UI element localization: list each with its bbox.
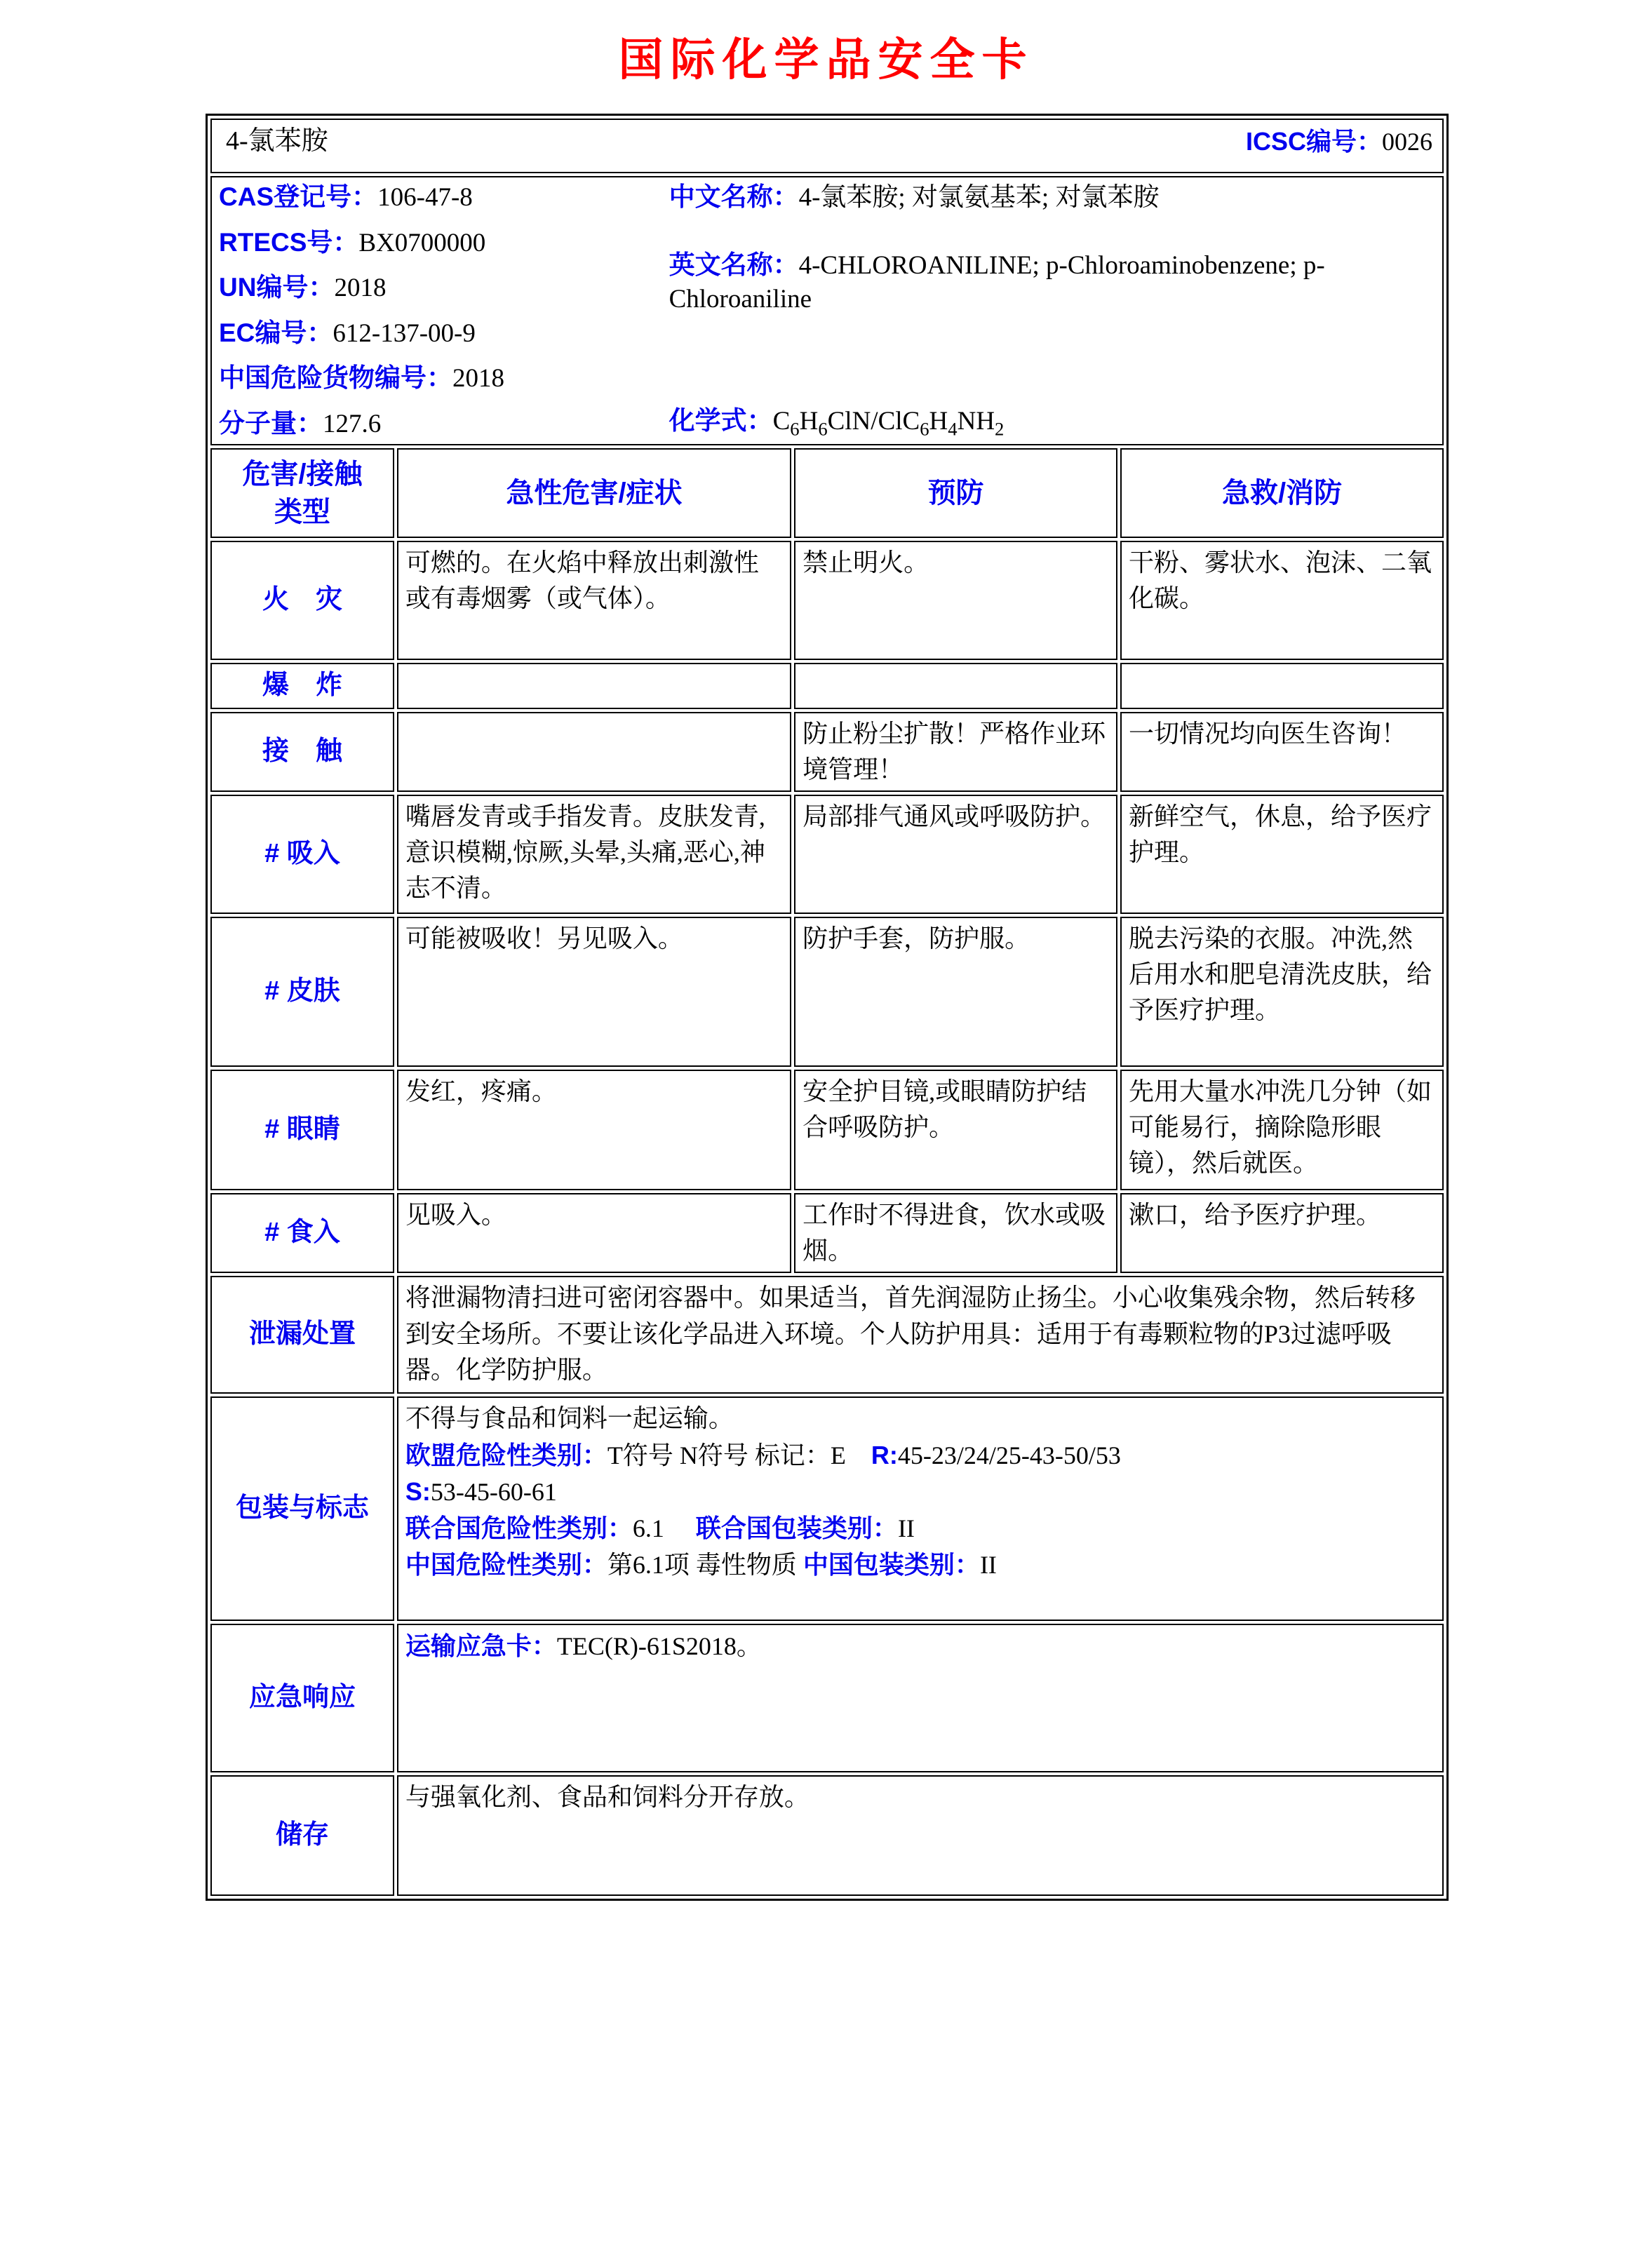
- fire-prevention: 禁止明火。: [794, 541, 1117, 660]
- explosion-label: 爆 炸: [210, 663, 394, 709]
- formula-value: $C_6H_6ClN/ClC_6H_4NH_2$: [772, 406, 1005, 440]
- un-number-line: [219, 271, 669, 305]
- china-dg-number-value: 2018: [452, 364, 504, 393]
- skin-prevention: 防护手套，防护服。: [794, 917, 1117, 1067]
- eyes-symptoms: 发红，疼痛。: [397, 1070, 791, 1190]
- storage-content: 与强氧化剂、食品和饲料分开存放。: [397, 1775, 1444, 1896]
- page-title: 国际化学品安全卡: [618, 35, 1034, 85]
- english-name-line: [669, 248, 1435, 316]
- packaging-content: 不得与食品和饲料一起运输。 欧盟危险性类别：T符号 N符号 标记：E R:45-23/24/25-43-50/53 S:53-45-60-61 联合国危险性类别：6.1 联合国包装类别：II 中国危险性类别：第6.1项 毒性物质 中国包装类别：II: [397, 1396, 1444, 1621]
- row-eyes: [210, 1070, 1444, 1190]
- row-emergency: [210, 1624, 1444, 1772]
- col-header-hazard-type: [210, 448, 394, 538]
- icsc-card: [206, 114, 1449, 1901]
- spillage-label: 泄漏处置: [210, 1276, 394, 1394]
- explosion-response: [1120, 663, 1444, 709]
- chinese-name-label: 中文名称：: [669, 182, 799, 211]
- info-block-row: [210, 176, 1444, 445]
- row-explosion: [210, 663, 1444, 709]
- exposure-response: 一切情况均向医生咨询！: [1120, 712, 1444, 792]
- exposure-prevention: 防止粉尘扩散！严格作业环境管理！: [794, 712, 1117, 792]
- skin-response: 脱去污染的衣服。冲洗,然后用水和肥皂清洗皮肤，给予医疗护理。: [1120, 917, 1444, 1067]
- cas-number-line: [219, 180, 669, 215]
- info-grid: [219, 180, 1435, 441]
- inhalation-response: 新鲜空气，休息，给予医疗护理。: [1120, 795, 1444, 914]
- un-number-value: 2018: [334, 274, 387, 303]
- icsc-main-table: [206, 114, 1449, 1901]
- explosion-prevention: [794, 663, 1117, 709]
- col-header-prevention: 预防: [794, 448, 1117, 538]
- row-packaging: [210, 1396, 1444, 1621]
- ingestion-response: 漱口，给予医疗护理。: [1120, 1193, 1444, 1273]
- row-skin: [210, 917, 1444, 1067]
- china-dg-number-line: [219, 361, 669, 396]
- explosion-symptoms: [397, 663, 791, 709]
- col-header-response: 急救/消防: [1120, 448, 1444, 538]
- col-header-symptoms: 急性危害/症状: [397, 448, 791, 538]
- icsc-number-value: 0026: [1382, 127, 1432, 156]
- cas-number-value: 106-47-8: [377, 183, 473, 212]
- ingestion-symptoms: 见吸入。: [397, 1193, 791, 1273]
- molecular-weight-label: 分子量：: [219, 408, 323, 438]
- row-storage: [210, 1775, 1444, 1896]
- row-inhalation: [210, 795, 1444, 914]
- molecular-weight-value: 127.6: [323, 409, 382, 438]
- row-spillage: [210, 1276, 1444, 1394]
- ingestion-label: # 食入: [210, 1193, 394, 1273]
- spillage-content: 将泄漏物清扫进可密闭容器中。如果适当，首先润湿防止扬尘。小心收集残余物，然后转移到安全场所。不要让该化学品进入环境。个人防护用具：适用于有毒颗粒物的P3过滤呼吸器。化学防护服。: [397, 1276, 1444, 1394]
- substance-band-cell: [210, 119, 1444, 173]
- inhalation-symptoms: 嘴唇发青或手指发青。皮肤发青,意识模糊,惊厥,头晕,头痛,恶心,神志不清。: [397, 795, 791, 914]
- packaging-label: 包装与标志: [210, 1396, 394, 1621]
- fire-label: 火 灾: [210, 541, 394, 660]
- eyes-prevention: 安全护目镜,或眼睛防护结合呼吸防护。: [794, 1070, 1117, 1190]
- inhalation-prevention: 局部排气通风或呼吸防护。: [794, 795, 1117, 914]
- chinese-name-line: [669, 180, 1435, 215]
- row-ingestion: [210, 1193, 1444, 1273]
- substance-band-row: [210, 119, 1444, 173]
- ec-number-line: [219, 316, 669, 351]
- molecular-weight-line: [219, 407, 669, 441]
- exposure-symptoms: [397, 712, 791, 792]
- storage-label: 储存: [210, 1775, 394, 1896]
- emergency-label: 应急响应: [210, 1624, 394, 1772]
- skin-label: # 皮肤: [210, 917, 394, 1067]
- inhalation-label: # 吸入: [210, 795, 394, 914]
- eyes-label: # 眼睛: [210, 1070, 394, 1190]
- info-right-column: [669, 180, 1435, 441]
- col-header-hazard-type-line2: 类型: [274, 497, 330, 527]
- icsc-number-label: ICSC编号：: [1245, 126, 1382, 156]
- emergency-content: 运输应急卡：TEC(R)-61S2018。: [397, 1624, 1444, 1772]
- china-dg-number-label: 中国危险货物编号：: [219, 363, 452, 393]
- formula-line: [669, 404, 1435, 441]
- ec-number-label: EC编号：: [219, 318, 333, 347]
- ingestion-prevention: 工作时不得进食，饮水或吸烟。: [794, 1193, 1117, 1273]
- row-fire: [210, 541, 1444, 660]
- skin-symptoms: 可能被吸收！另见吸入。: [397, 917, 791, 1067]
- fire-symptoms: 可燃的。在火焰中释放出刺激性或有毒烟雾（或气体）。: [397, 541, 791, 660]
- exposure-label: 接 触: [210, 712, 394, 792]
- cas-number-label: CAS登记号：: [219, 182, 378, 211]
- col-header-hazard-type-line1: 危害/接触: [242, 459, 363, 490]
- english-name-value: 4-CHLOROANILINE; p-Chloroaminobenzene; p-Chloroaniline: [669, 251, 1325, 314]
- ec-number-value: 612-137-00-9: [333, 318, 476, 348]
- fire-response: 干粉、雾状水、泡沫、二氧化碳。: [1120, 541, 1444, 660]
- rtecs-number-line: [219, 226, 669, 260]
- icsc-number: [1246, 123, 1435, 160]
- substance-band: [219, 123, 1435, 161]
- icsc-page: [0, 24, 1652, 2262]
- un-number-label: UN编号：: [219, 273, 335, 302]
- substance-name: 4-氯苯胺: [226, 126, 328, 156]
- eyes-response: 先用大量水冲洗几分钟（如可能易行，摘除隐形眼镜），然后就医。: [1120, 1070, 1444, 1190]
- info-left-column: [219, 180, 669, 441]
- rtecs-number-value: BX0700000: [358, 228, 486, 257]
- chinese-name-value: 4-氯苯胺; 对氯氨基苯; 对氯苯胺: [798, 183, 1160, 212]
- hazard-header-row: [210, 448, 1444, 538]
- formula-label: 化学式：: [669, 405, 773, 435]
- row-exposure: [210, 712, 1444, 792]
- info-block-cell: [210, 176, 1444, 445]
- english-name-label: 英文名称：: [669, 250, 799, 280]
- rtecs-number-label: RTECS号：: [219, 227, 359, 257]
